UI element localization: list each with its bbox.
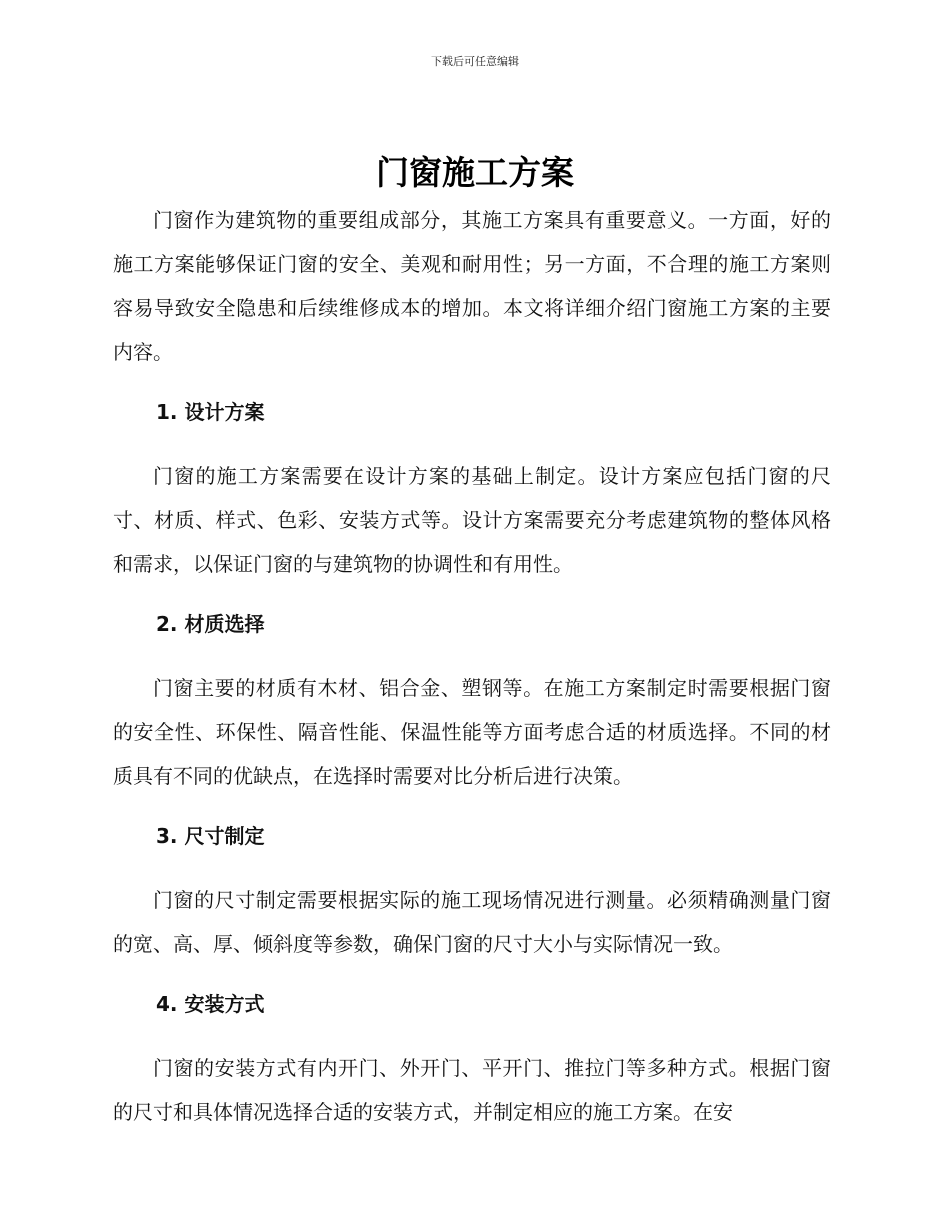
document-body [113, 198, 831, 1134]
page-header-note: 下载后可任意编辑 [431, 55, 519, 68]
document-title: 门窗施工方案 [376, 153, 574, 192]
section-body-material: 门窗主要的材质有木材、铝合金、塑钢等。在施工方案制定时需要根据门窗的安全性、环保性、隔音性能、保温性能等方面考虑合适的材质选择。不同的材质具有不同的优缺点，在选择时需要对比分析后进行决策。 [113, 676, 831, 788]
section-body-size: 门窗的尺寸制定需要根据实际的施工现场情况进行测量。必须精确测量门窗的宽、高、厚、倾斜度等参数，确保门窗的尺寸大小与实际情况一致。 [113, 888, 831, 956]
section-heading-design: 1. 设计方案 [156, 400, 265, 424]
section-heading-material: 2. 材质选择 [156, 612, 265, 636]
intro-paragraph: 门窗作为建筑物的重要组成部分，其施工方案具有重要意义。一方面，好的施工方案能够保证门窗的安全、美观和耐用性；另一方面，不合理的施工方案则容易导致安全隐患和后续维修成本的增加。本文将详细介绍门窗施工方案的主要内容。 [113, 208, 831, 364]
section-body-design: 门窗的施工方案需要在设计方案的基础上制定。设计方案应包括门窗的尺寸、材质、样式、色彩、安装方式等。设计方案需要充分考虑建筑物的整体风格和需求，以保证门窗的与建筑物的协调性和有用性。 [113, 464, 831, 576]
section-heading-installation: 4. 安装方式 [156, 992, 265, 1016]
section-body-installation: 门窗的安装方式有内开门、外开门、平开门、推拉门等多种方式。根据门窗的尺寸和具体情况选择合适的安装方式，并制定相应的施工方案。在安 [113, 1056, 831, 1124]
section-heading-size: 3. 尺寸制定 [156, 824, 265, 848]
